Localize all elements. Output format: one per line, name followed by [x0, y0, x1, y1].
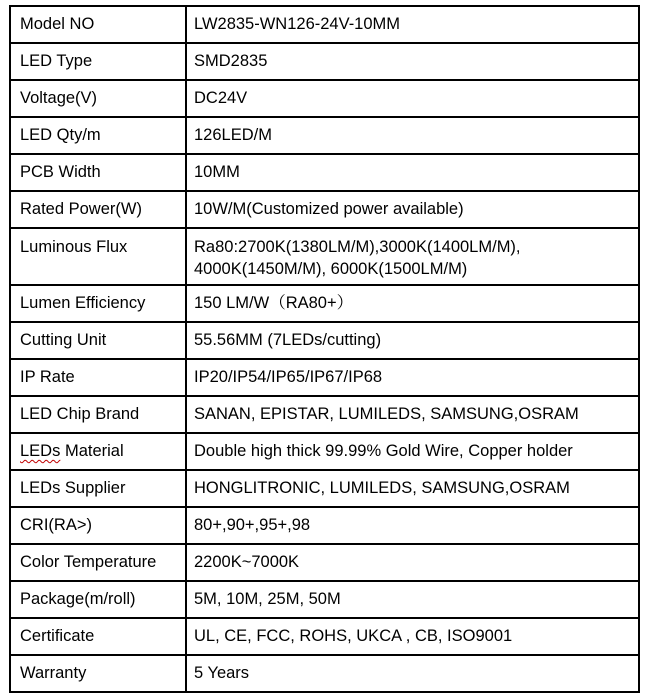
row-value: 10MM — [186, 154, 639, 191]
row-value: IP20/IP54/IP65/IP67/IP68 — [186, 359, 639, 396]
row-label: Luminous Flux — [10, 228, 186, 285]
row-label: Certificate — [10, 618, 186, 655]
row-value: 10W/M(Customized power available) — [186, 191, 639, 228]
row-value: 126LED/M — [186, 117, 639, 154]
row-label-suffix: Material — [60, 442, 124, 460]
row-label: Voltage(V) — [10, 80, 186, 117]
row-label: Cutting Unit — [10, 322, 186, 359]
row-label: LED Chip Brand — [10, 396, 186, 433]
row-value — [186, 228, 639, 285]
row-value: 150 LM/W（RA80+） — [186, 285, 639, 322]
row-label — [10, 433, 186, 470]
table-row — [10, 359, 639, 396]
row-value: SANAN, EPISTAR, LUMILEDS, SAMSUNG,OSRAM — [186, 396, 639, 433]
table-row — [10, 228, 639, 285]
spellcheck-flagged-word: LEDs — [20, 442, 61, 460]
row-value-line: Ra80:2700K(1380LM/M),3000K(1400LM/M), — [194, 238, 521, 256]
table-row — [10, 285, 639, 322]
row-value: DC24V — [186, 80, 639, 117]
row-value: Double high thick 99.99% Gold Wire, Copper holder — [186, 433, 639, 470]
row-value: LW2835-WN126-24V-10MM — [186, 6, 639, 43]
table-row — [10, 191, 639, 228]
row-value: 2200K~7000K — [186, 544, 639, 581]
table-row — [10, 433, 639, 470]
row-value: UL, CE, FCC, ROHS, UKCA , CB, ISO9001 — [186, 618, 639, 655]
row-label: IP Rate — [10, 359, 186, 396]
table-row — [10, 618, 639, 655]
spec-table — [9, 5, 640, 693]
row-label: CRI(RA>) — [10, 507, 186, 544]
table-row — [10, 80, 639, 117]
table-row — [10, 154, 639, 191]
row-value: 80+,90+,95+,98 — [186, 507, 639, 544]
row-value: 55.56MM (7LEDs/cutting) — [186, 322, 639, 359]
row-value: 5 Years — [186, 655, 639, 692]
row-value: 5M, 10M, 25M, 50M — [186, 581, 639, 618]
table-row — [10, 322, 639, 359]
row-label: Package(m/roll) — [10, 581, 186, 618]
table-row — [10, 396, 639, 433]
row-value: HONGLITRONIC, LUMILEDS, SAMSUNG,OSRAM — [186, 470, 639, 507]
table-row — [10, 6, 639, 43]
table-row — [10, 507, 639, 544]
row-label: Color Temperature — [10, 544, 186, 581]
table-row — [10, 655, 639, 692]
table-row — [10, 43, 639, 80]
row-label: Model NO — [10, 6, 186, 43]
row-label: LED Type — [10, 43, 186, 80]
row-label: Lumen Efficiency — [10, 285, 186, 322]
table-row — [10, 117, 639, 154]
row-value: SMD2835 — [186, 43, 639, 80]
table-row — [10, 544, 639, 581]
row-label: PCB Width — [10, 154, 186, 191]
row-label: LEDs Supplier — [10, 470, 186, 507]
table-row — [10, 470, 639, 507]
row-value-line: 4000K(1450M/M), 6000K(1500LM/M) — [194, 260, 468, 278]
table-row — [10, 581, 639, 618]
row-label: Rated Power(W) — [10, 191, 186, 228]
row-label: LED Qty/m — [10, 117, 186, 154]
row-label: Warranty — [10, 655, 186, 692]
